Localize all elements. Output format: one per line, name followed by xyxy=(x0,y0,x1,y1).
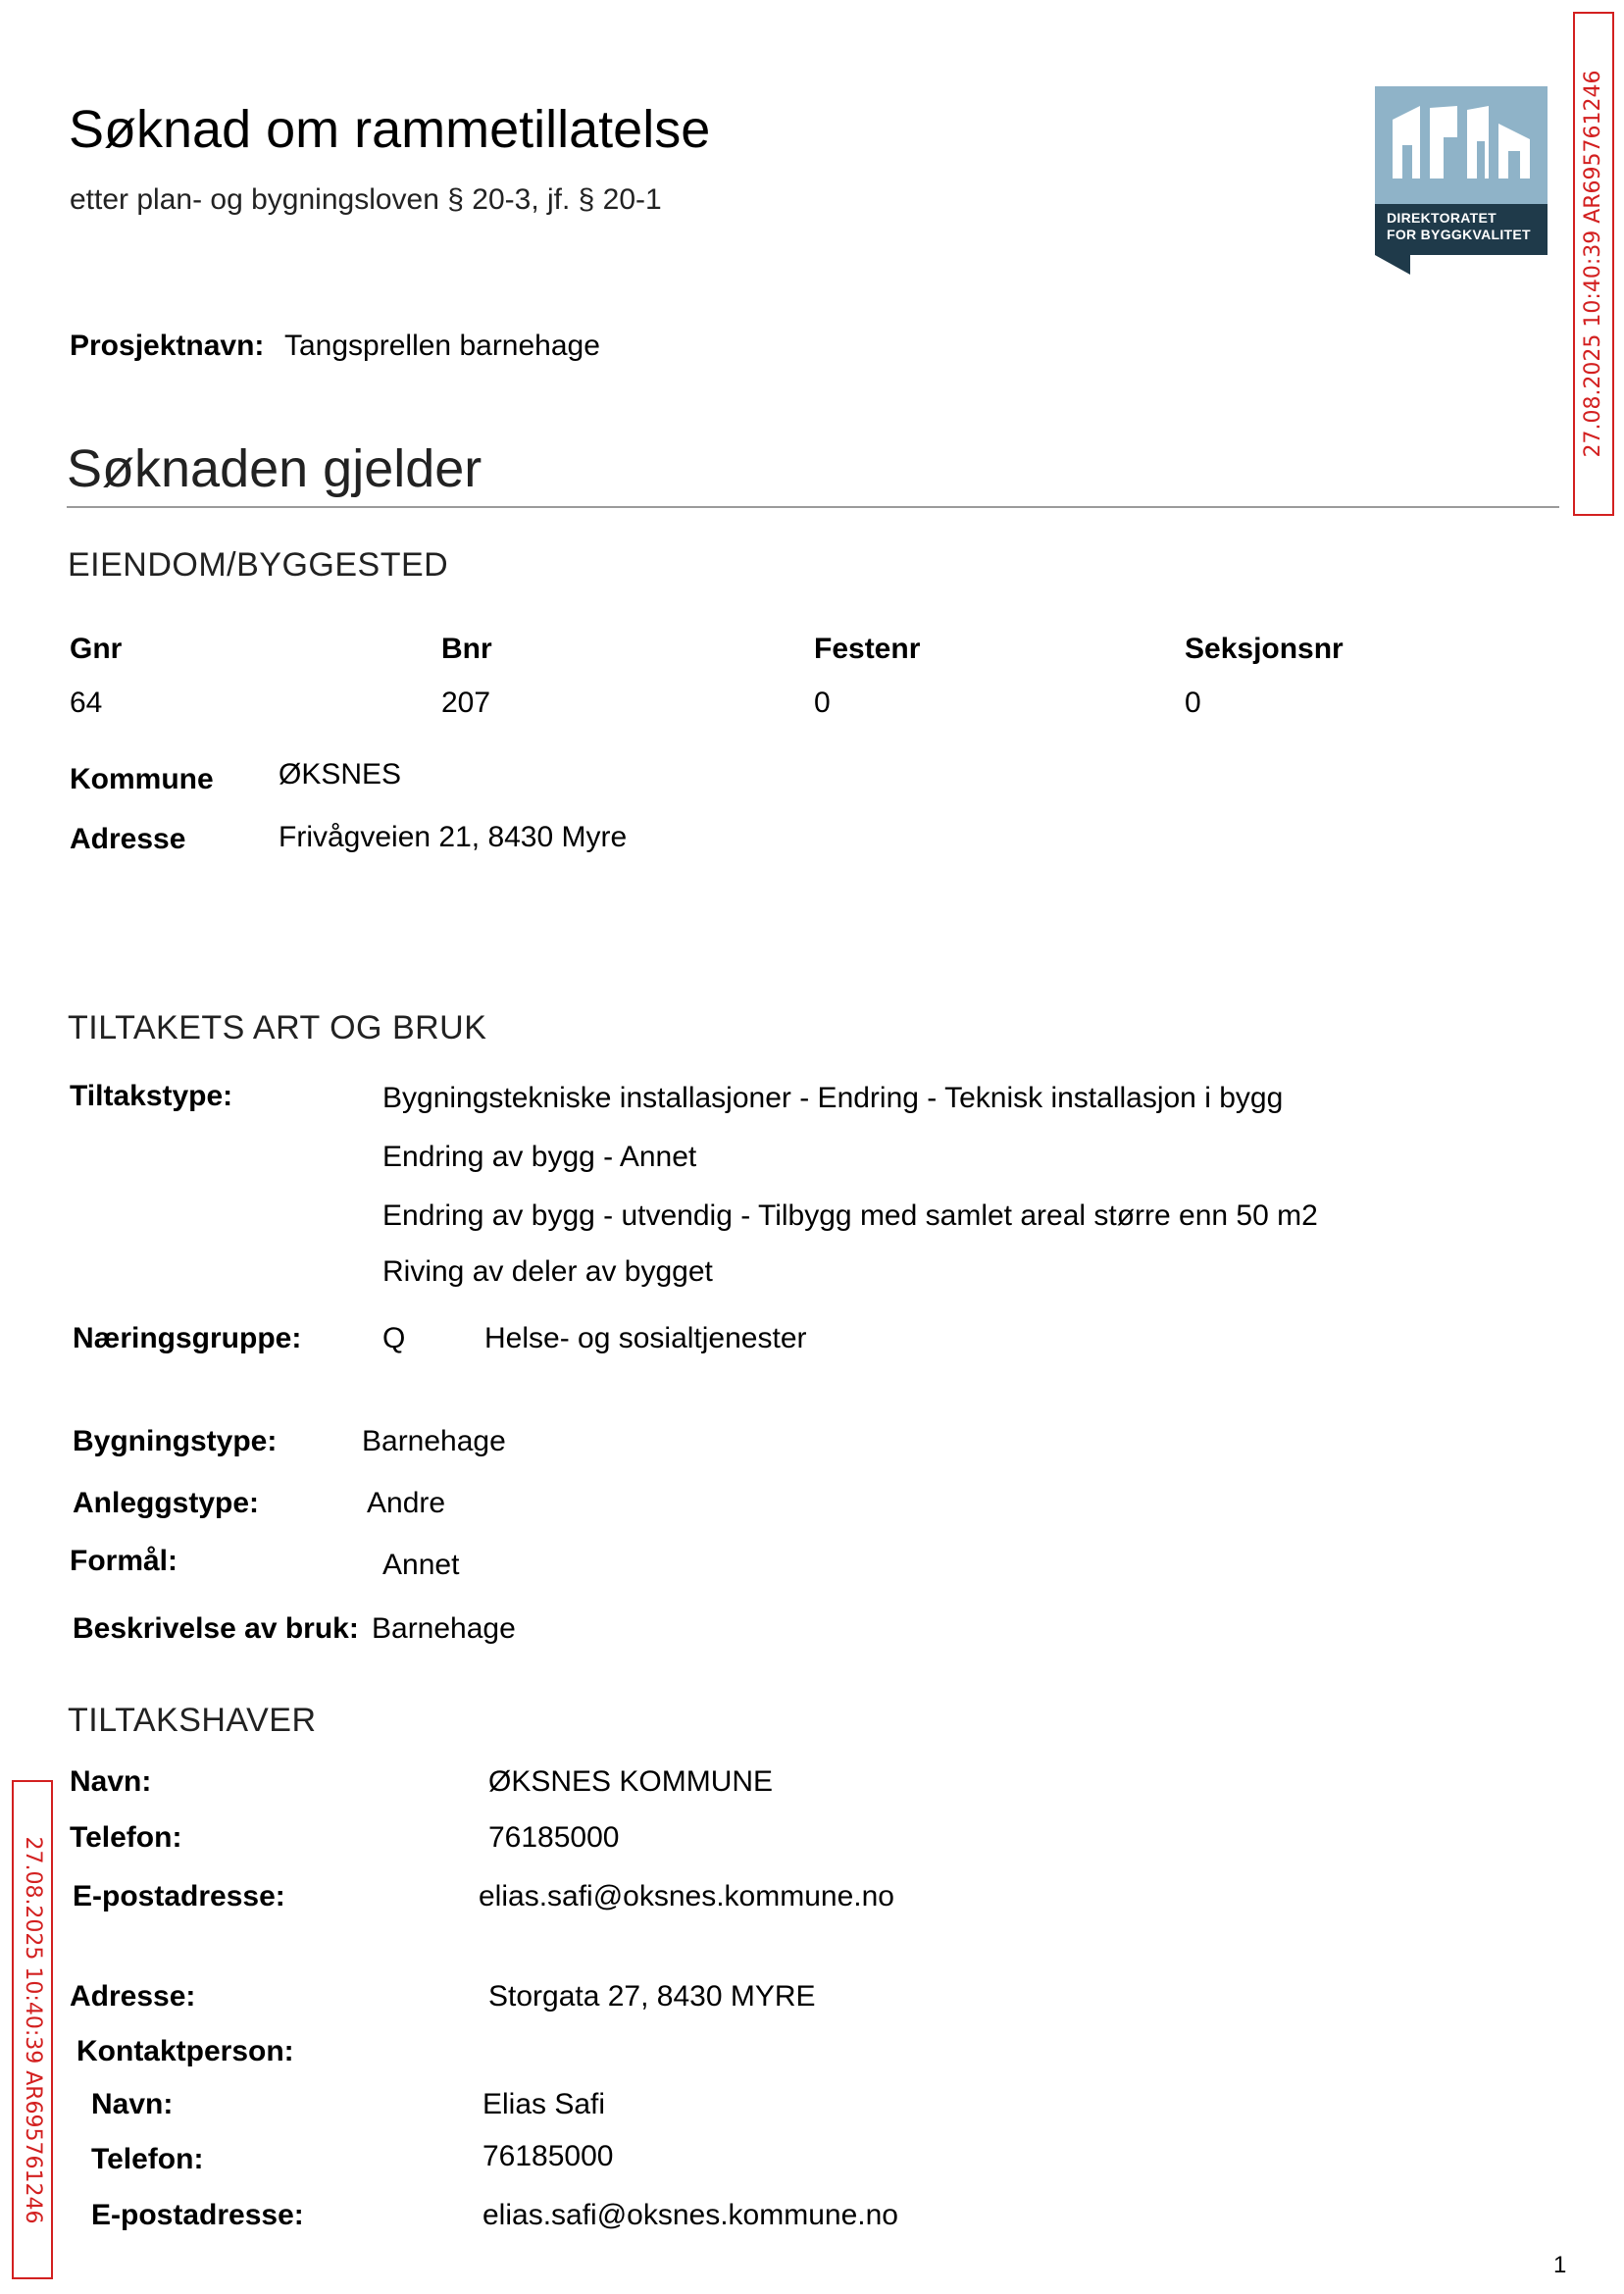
kontaktperson-label: Kontaktperson: xyxy=(76,2035,294,2067)
tiltakshaver-heading: TILTAKSHAVER xyxy=(68,1702,317,1739)
festenr-value: 0 xyxy=(814,687,831,719)
bnr-label: Bnr xyxy=(441,633,492,665)
bnr-value: 207 xyxy=(441,687,491,719)
received-stamp-left xyxy=(12,1780,53,2279)
tiltakshaver-navn-label: Navn: xyxy=(70,1765,152,1798)
tiltakstype-item: Endring av bygg - Annet xyxy=(382,1141,697,1173)
tiltakstype-item: Riving av deler av bygget xyxy=(382,1255,713,1288)
tiltakshaver-navn-value: ØKSNES KOMMUNE xyxy=(488,1765,774,1798)
formaal-label: Formål: xyxy=(70,1545,178,1577)
anleggstype-value: Andre xyxy=(367,1487,446,1519)
kommune-value: ØKSNES xyxy=(279,758,402,790)
logo-text-line1: DIREKTORATET xyxy=(1387,210,1497,226)
naeringsgruppe-label: Næringsgruppe: xyxy=(73,1322,302,1354)
tiltak-heading: TILTAKETS ART OG BRUK xyxy=(68,1009,487,1046)
kommune-label: Kommune xyxy=(70,763,214,795)
section-heading: Søknaden gjelder xyxy=(67,439,482,498)
project-label: Prosjektnavn: xyxy=(70,330,265,362)
kontakt-navn-label: Navn: xyxy=(91,2088,174,2120)
received-stamp-right xyxy=(1573,12,1614,516)
tiltakshaver-epost-label: E-postadresse: xyxy=(73,1880,285,1912)
stamp-text: 27.08.2025 10:40:39 AR695761246 xyxy=(21,1835,45,2224)
dibk-logo xyxy=(1375,86,1548,275)
page-number: 1 xyxy=(1553,2252,1567,2278)
tiltakshaver-adresse-value: Storgata 27, 8430 MYRE xyxy=(488,1980,816,2013)
section-divider xyxy=(67,506,1559,508)
kontakt-telefon-label: Telefon: xyxy=(91,2143,204,2175)
document-title: Søknad om rammetillatelse xyxy=(69,100,711,159)
stamp-text: 27.08.2025 10:40:39 AR695761246 xyxy=(1581,70,1605,458)
tiltakshaver-telefon-value: 76185000 xyxy=(488,1821,620,1854)
kontakt-telefon-value: 76185000 xyxy=(482,2140,614,2172)
project-value: Tangsprellen barnehage xyxy=(284,330,600,362)
eiendom-heading: EIENDOM/BYGGESTED xyxy=(68,546,449,584)
bygningstype-label: Bygningstype: xyxy=(73,1425,278,1457)
document-subtitle: etter plan- og bygningsloven § 20-3, jf. § 20-1 xyxy=(70,183,662,216)
seksjonsnr-label: Seksjonsnr xyxy=(1185,633,1344,665)
naeringsgruppe-code: Q xyxy=(382,1322,406,1354)
tiltakstype-label: Tiltakstype: xyxy=(70,1080,233,1112)
adresse-label: Adresse xyxy=(70,823,186,855)
formaal-value: Annet xyxy=(382,1549,460,1581)
beskrivelse-value: Barnehage xyxy=(372,1612,516,1645)
adresse-value: Frivågveien 21, 8430 Myre xyxy=(279,821,628,853)
tiltakshaver-adresse-label: Adresse: xyxy=(70,1980,196,2013)
seksjonsnr-value: 0 xyxy=(1185,687,1201,719)
tiltakstype-item: Endring av bygg - utvendig - Tilbygg med samlet areal større enn 50 m2 xyxy=(382,1199,1318,1232)
logo-text-line2: FOR BYGGKVALITET xyxy=(1387,227,1531,242)
tiltakshaver-telefon-label: Telefon: xyxy=(70,1821,182,1854)
anleggstype-label: Anleggstype: xyxy=(73,1487,260,1519)
tiltakshaver-epost-value: elias.safi@oksnes.kommune.no xyxy=(479,1880,894,1912)
naeringsgruppe-value: Helse- og sosialtjenester xyxy=(484,1322,807,1354)
kontakt-navn-value: Elias Safi xyxy=(482,2088,606,2120)
building-logo-icon xyxy=(1375,86,1548,275)
kontakt-epost-label: E-postadresse: xyxy=(91,2199,304,2231)
bygningstype-value: Barnehage xyxy=(362,1425,506,1457)
gnr-label: Gnr xyxy=(70,633,123,665)
gnr-value: 64 xyxy=(70,687,103,719)
festenr-label: Festenr xyxy=(814,633,921,665)
tiltakstype-item: Bygningstekniske installasjoner - Endring - Teknisk installasjon i bygg xyxy=(382,1082,1284,1114)
kontakt-epost-value: elias.safi@oksnes.kommune.no xyxy=(482,2199,898,2231)
beskrivelse-label: Beskrivelse av bruk: xyxy=(73,1612,359,1645)
